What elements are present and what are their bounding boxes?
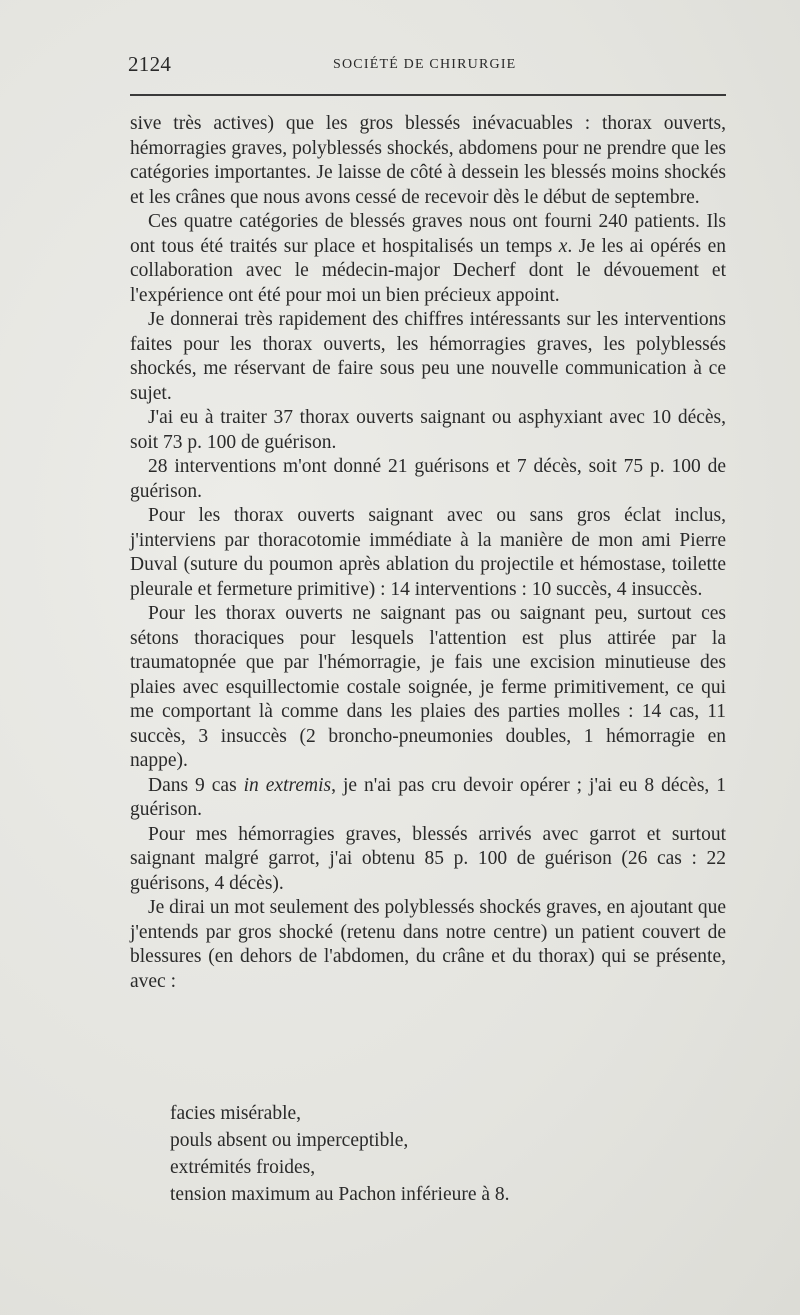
symptom-item: tension maximum au Pachon inférieure à 8.: [170, 1184, 510, 1205]
paragraph-2-part-2: . Je les ai opérés en collaboration avec le médecin-major Decherf dont le dévouement et l'expérience ont été pour moi un bien précieux appoint.: [130, 235, 726, 306]
page-header: [128, 52, 728, 78]
body-text: [130, 112, 726, 994]
running-title: SOCIÉTÉ DE CHIRURGIE: [333, 57, 517, 72]
paragraph-4: J'ai eu à traiter 37 thorax ouverts saignant ou asphyxiant avec 10 décès, soit 73 p. 100 de guérison.: [130, 407, 726, 453]
paragraph-10: Je dirai un mot seulement des polyblessés shockés graves, en ajoutant que j'entends par gros shocké (retenu dans notre centre) un patient couvert de blessures (en dehors de l'abdomen, du crâne et du thorax) qui se présente, avec :: [130, 897, 726, 992]
paragraph-2-part-1: Ces quatre catégories de blessés graves nous ont fourni 240 patients. Ils ont tous été traités sur place et hospitalisés un temps: [130, 211, 726, 257]
paragraph-1: sive très actives) que les gros blessés inévacuables : thorax ouverts, hémorragies graves, polyblessés shockés, abdomens pour ne prendre que les catégories importantes. Je laisse de côté à dessein les blessés moins shockés et les crânes que nous avons cessé de recevoir dès le début de septembre.: [130, 113, 726, 208]
symptom-item: extrémités froides,: [170, 1157, 316, 1178]
paragraph-7: Pour les thorax ouverts ne saignant pas ou saignant peu, surtout ces sétons thoraciques pour lesquels l'attention est plus attirée par la traumatopnée que par l'hémorragie, je fais une excision minutieuse des plaies avec esquillectomie costale soignée, je ferme primitivement, ce qui me comportant là comme dans les plaies des parties molles : 14 cas, 11 succès, 3 insuccès (2 broncho-pneumonies doubles, 1 hémorragie en nappe).: [130, 603, 726, 771]
symptom-item: pouls absent ou imperceptible,: [170, 1130, 409, 1151]
latin-phrase: in extremis: [243, 774, 332, 796]
paragraph-6: Pour les thorax ouverts saignant avec ou sans gros éclat inclus, j'interviens par thoracotomie immédiate à la manière de mon ami Pierre Duval (suture du poumon après ablation du projectile et hémostase, toilette pleurale et fermeture primitive) : 14 interventions : 10 succès, 4 insuccès.: [130, 505, 726, 600]
paragraph-8: [130, 774, 726, 823]
paragraph-9: Pour mes hémorragies graves, blessés arrivés avec garrot et surtout saignant malgré garrot, j'ai obtenu 85 p. 100 de guérison (26 cas : 22 guérisons, 4 décès).: [130, 823, 726, 894]
page-number: 2124: [128, 52, 172, 76]
variable-x: x: [558, 235, 568, 257]
paragraph-3: Je donnerai très rapidement des chiffres intéressants sur les interventions faites pour les thorax ouverts, les hémorragies graves, les polyblessés shockés, me réservant de faire sous peu une nouvelle communication à ce sujet.: [130, 309, 726, 404]
header-rule: [130, 94, 726, 96]
paragraph-5: 28 interventions m'ont donné 21 guérisons et 7 décès, soit 75 p. 100 de guérison.: [130, 456, 726, 502]
paragraph-8-part-1: Dans 9 cas: [148, 774, 244, 796]
symptom-list: [170, 1100, 510, 1208]
paragraph-8-part-2: , je n'ai pas cru devoir opérer ; j'ai eu 8 décès, 1 guérison.: [130, 774, 726, 820]
paragraph-2: [130, 210, 726, 308]
symptom-item: facies misérable,: [170, 1103, 302, 1124]
